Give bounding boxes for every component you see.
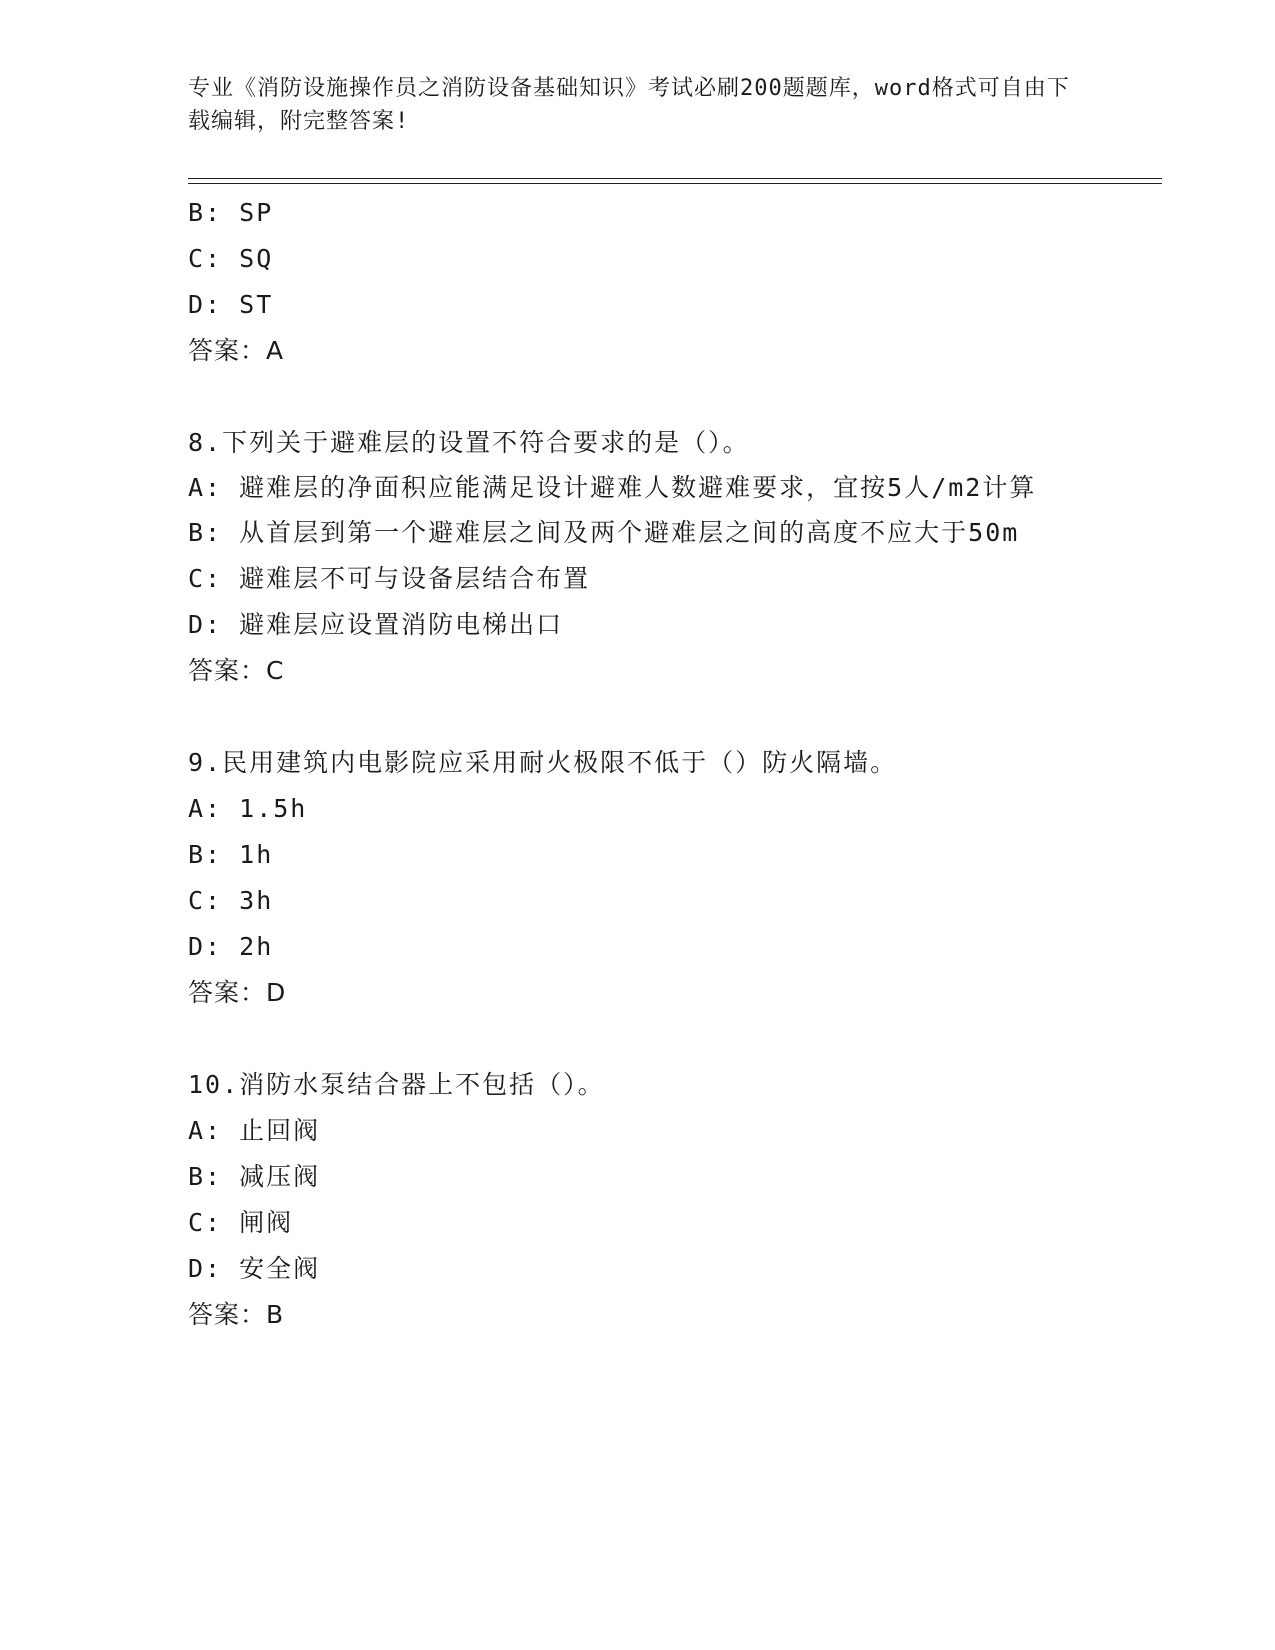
option-item: C: 3h — [188, 886, 274, 915]
option-item: B: 1h — [188, 840, 274, 869]
header-rule-bottom — [188, 183, 1162, 184]
option-item: D: 避难层应设置消防电梯出口 — [188, 610, 564, 639]
question-stem: 8.下列关于避难层的设置不符合要求的是（）。 — [188, 428, 750, 457]
question-stem: 10.消防水泵结合器上不包括（）。 — [188, 1070, 605, 1099]
option-item: D: 安全阀 — [188, 1254, 321, 1283]
option-item: A: 1.5h — [188, 794, 308, 823]
option-item: A: 止回阀 — [188, 1116, 321, 1145]
option-item: C: SQ — [188, 244, 274, 273]
option-item: B: SP — [188, 198, 274, 227]
option-item: C: 避难层不可与设备层结合布置 — [188, 564, 591, 593]
answer-line: 答案：D — [188, 978, 287, 1007]
question-content — [188, 190, 1088, 1338]
answer-line: 答案：B — [188, 1300, 285, 1329]
question-stem: 9.民用建筑内电影院应采用耐火极限不低于（）防火隔墙。 — [188, 748, 898, 777]
option-item: A: 避难层的净面积应能满足设计避难人数避难要求，宜按5人/m2计算 — [188, 473, 1037, 502]
page-header: 专业《消防设施操作员之消防设备基础知识》考试必刷200题题库，word格式可自由下载编辑，附完整答案! — [188, 76, 1070, 134]
option-item: B: 减压阀 — [188, 1162, 321, 1191]
option-item: C: 闸阀 — [188, 1208, 294, 1237]
option-item: D: 2h — [188, 932, 274, 961]
answer-line: 答案：A — [188, 336, 285, 365]
option-item: D: ST — [188, 290, 274, 319]
answer-line: 答案：C — [188, 656, 285, 685]
header-rule-top — [188, 178, 1162, 179]
option-item: B: 从首层到第一个避难层之间及两个避难层之间的高度不应大于50m — [188, 518, 1020, 547]
